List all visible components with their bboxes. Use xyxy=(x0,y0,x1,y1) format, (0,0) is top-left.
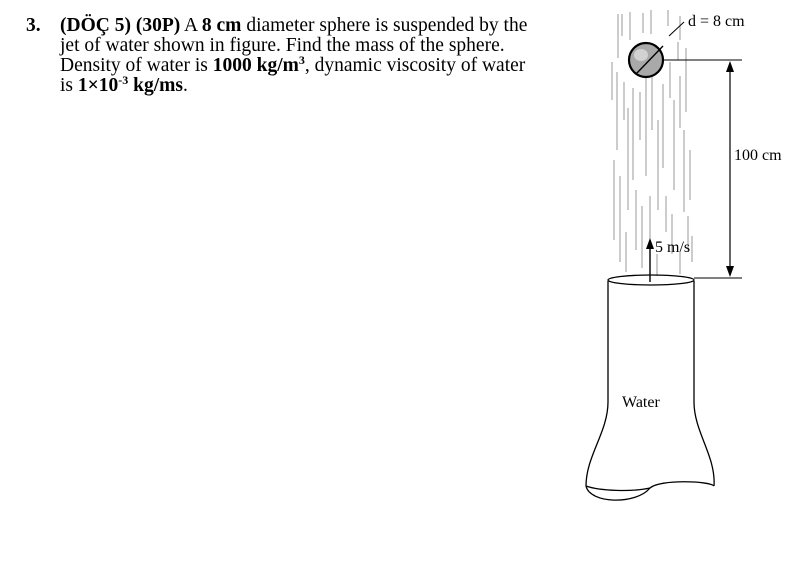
text-segment: diameter sphere is suspended by the xyxy=(241,15,528,36)
height-dimension-arrow xyxy=(726,61,734,277)
viscosity-value: $1\times 10^{-3}$ kg/ms xyxy=(77,73,183,96)
text-segment: is xyxy=(60,75,78,96)
text-segment: , dynamic viscosity of water xyxy=(304,55,526,76)
diameter-value: 8 cm xyxy=(201,15,242,36)
text-segment: . xyxy=(183,75,188,96)
text-segment: Density of water is xyxy=(60,55,213,76)
text-segment: jet of water shown in figure. Find the mass of the sphere. xyxy=(60,35,505,56)
velocity-label: 5 m/s xyxy=(655,239,691,256)
text-segment: A xyxy=(180,15,202,36)
water-label: Water xyxy=(622,394,660,411)
diameter-leader-line xyxy=(669,22,684,36)
outcome-and-points: (DÖÇ 5) (30P) xyxy=(60,15,181,36)
water-pipe xyxy=(586,275,714,500)
water-density-value: 1000 $kg/m^3$ xyxy=(212,53,305,76)
height-label: 100 cm xyxy=(734,147,782,164)
problem-number: 3. xyxy=(26,15,41,36)
sphere xyxy=(629,43,663,77)
diameter-label: d = 8 cm xyxy=(688,13,745,30)
